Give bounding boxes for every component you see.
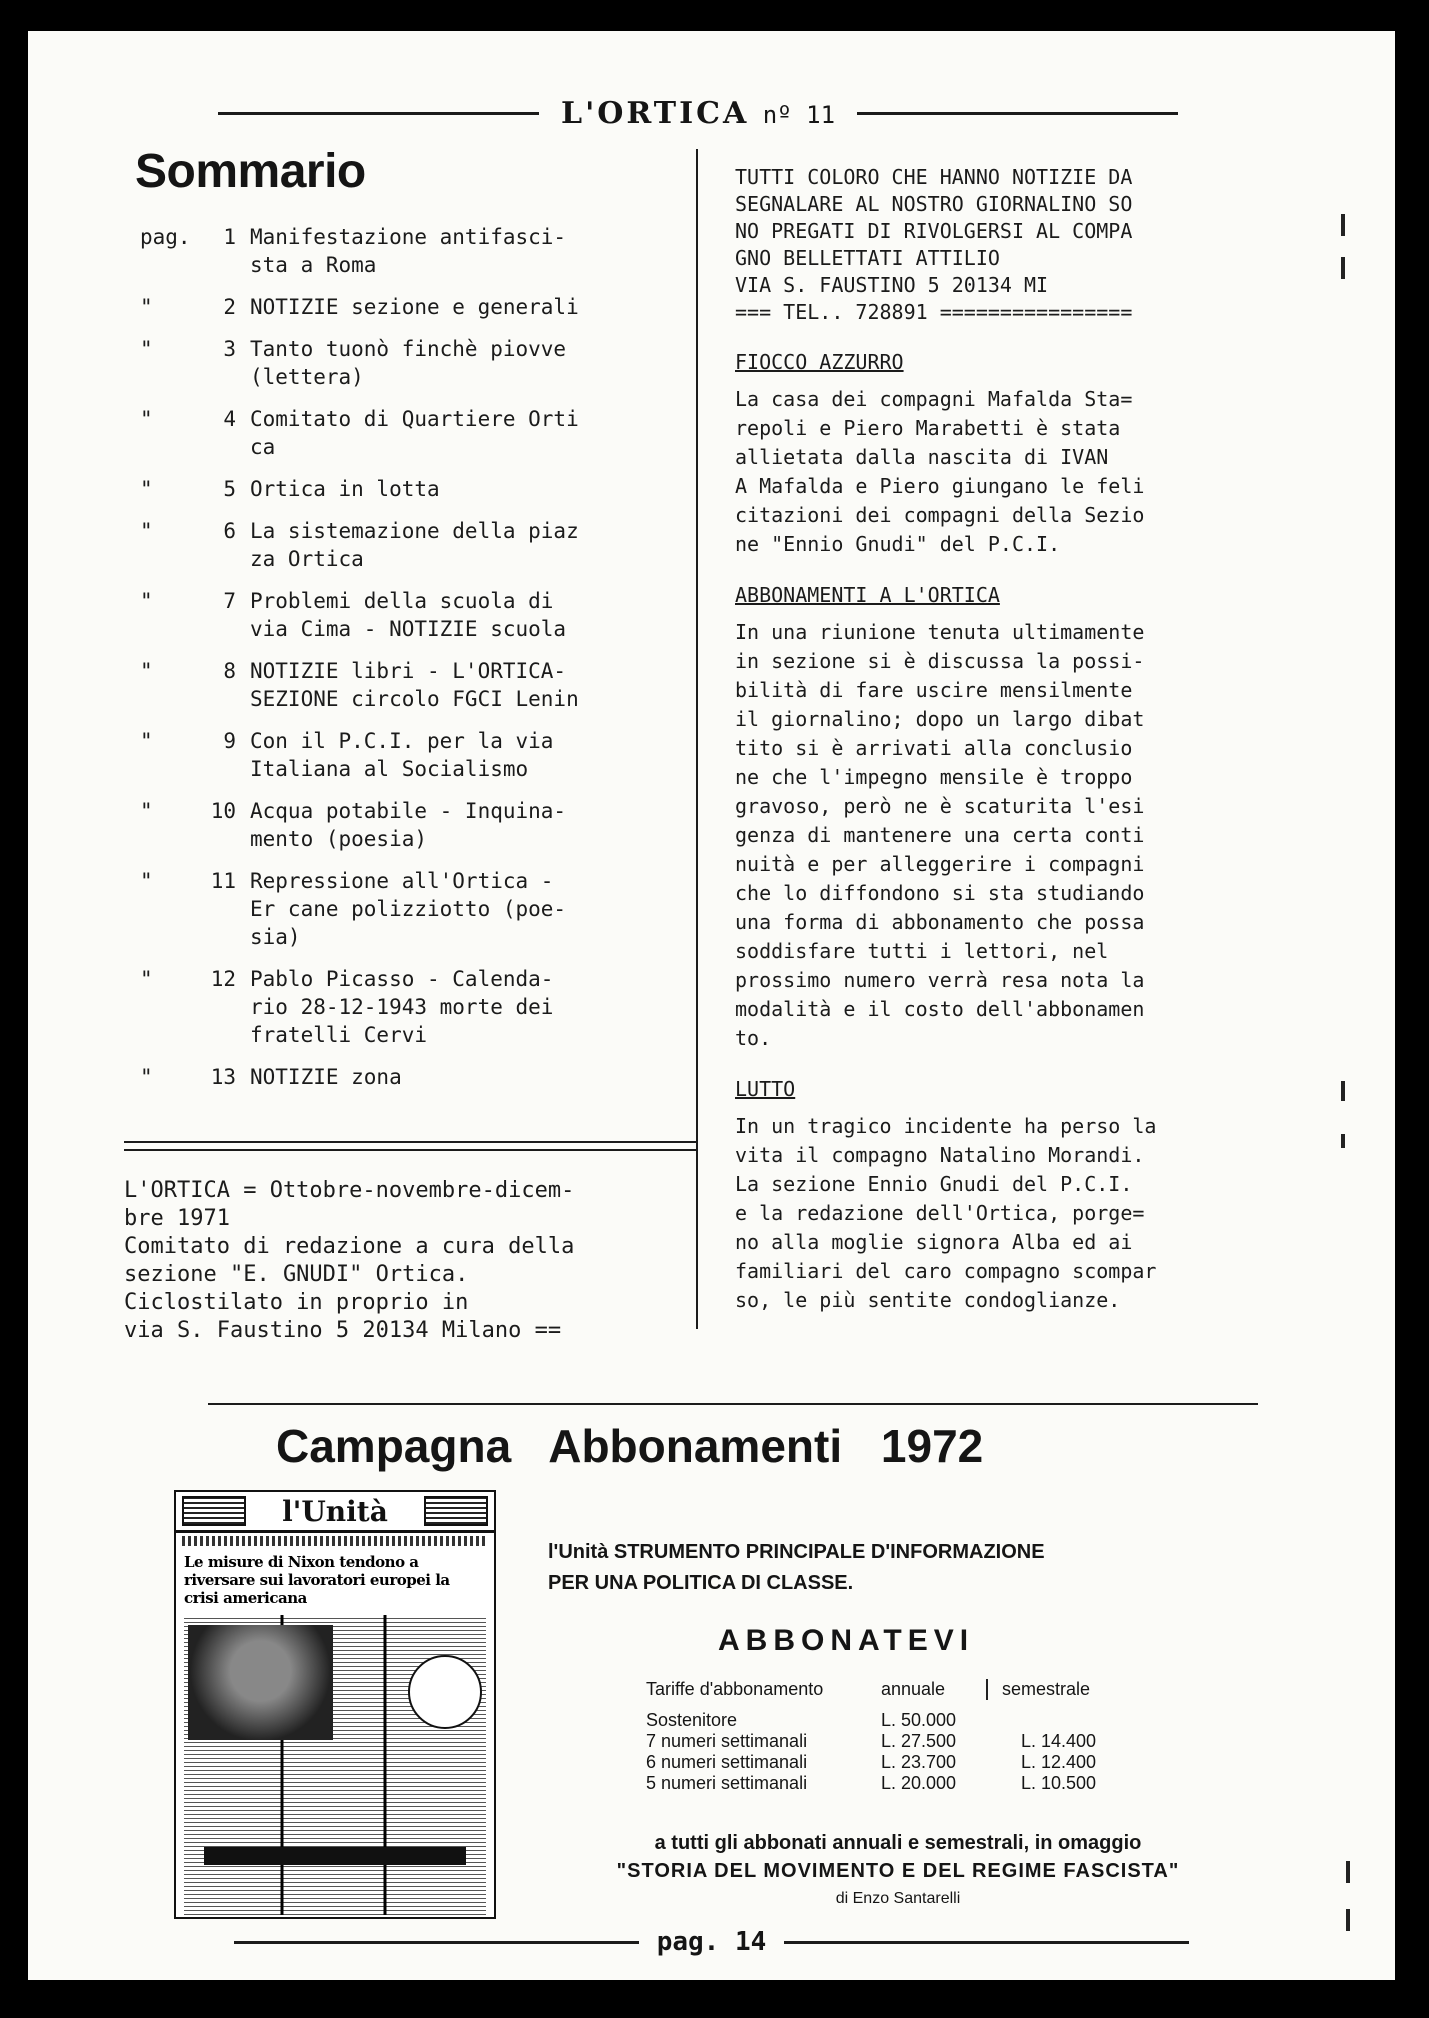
rate-label: 6 numeri settimanali xyxy=(646,1752,808,1772)
rates-row xyxy=(646,1710,1142,1731)
ad-top-rule xyxy=(208,1403,1258,1405)
toc-page-number: 10 xyxy=(210,799,236,823)
toc-entry xyxy=(128,657,698,713)
rates-header-semi: semestrale xyxy=(986,1679,1142,1700)
toc-page-number: 13 xyxy=(210,1065,236,1089)
newspaper-logo: l'Unità xyxy=(282,1494,388,1528)
abbonamenti-text: In una riunione tenuta ultimamente in sezione si è discussa la possi- bilità di fare uscire mensilmente il giornalino; dopo un largo dibat tito si è arrivati alla conclusio ne che l'impegno mensile è troppo gravoso, però ne è scaturita l'esi genza di mantenere una certa conti nuità e per alleggerire i compagni che lo diffondono si sta studiando una forma di abbonamento che possa soddisfare tutti i lettori, nel prossimo numero verrà resa nota la modalità e il costo dell'abbonamen to. xyxy=(735,620,1145,1050)
rate-annual: L. 20.000 xyxy=(881,1773,957,1793)
margin-mark xyxy=(1341,214,1345,236)
toc-page-number: 5 xyxy=(223,477,236,501)
masthead-title xyxy=(539,96,857,131)
toc-page-number: 8 xyxy=(223,659,236,683)
toc-title: Pablo Picasso - Calenda- rio 28-12-1943 morte dei fratelli Cervi xyxy=(250,967,554,1047)
masthead-rule-left xyxy=(218,112,539,115)
toc-page-number: 12 xyxy=(210,967,236,991)
toc-prefix: " xyxy=(140,589,153,613)
footer-rule-left xyxy=(234,1941,639,1944)
toc-prefix: " xyxy=(140,519,153,543)
newspaper-ear-right xyxy=(424,1496,488,1526)
page-footer xyxy=(234,1922,1189,1962)
toc-prefix: " xyxy=(140,407,153,431)
toc-page-number: 3 xyxy=(223,337,236,361)
toc-title: NOTIZIE sezione e generali xyxy=(250,295,579,319)
rates-header-annual: annuale xyxy=(881,1679,946,1699)
toc-prefix: " xyxy=(140,869,153,893)
toc-title: Manifestazione antifasci- sta a Roma xyxy=(250,225,567,277)
newsletter-page xyxy=(28,31,1395,1980)
toc-entry xyxy=(128,965,698,1049)
toc-page-number: 11 xyxy=(210,869,236,893)
toc-entry xyxy=(128,1063,698,1091)
toc-prefix: " xyxy=(140,337,153,361)
toc-page-number: 2 xyxy=(223,295,236,319)
toc-title: Tanto tuonò finchè piovve (lettera) xyxy=(250,337,567,389)
margin-mark xyxy=(1346,1861,1350,1883)
rate-semi: L. 10.500 xyxy=(1021,1773,1097,1793)
unita-newspaper-image xyxy=(174,1490,496,1919)
toc-prefix: " xyxy=(140,967,153,991)
toc-prefix: " xyxy=(140,799,153,823)
gift-offer xyxy=(528,1829,1268,1913)
rate-annual: L. 23.700 xyxy=(881,1752,957,1772)
ad-title: Campagna Abbonamenti 1972 xyxy=(276,1420,984,1472)
toc-title: Ortica in lotta xyxy=(250,477,440,501)
toc-double-rule xyxy=(124,1141,696,1151)
imprint xyxy=(124,1177,704,1345)
margin-mark xyxy=(1346,1909,1350,1931)
newspaper-banner xyxy=(204,1847,466,1865)
toc-entry xyxy=(128,587,698,643)
issue-number: nº 11 xyxy=(762,100,836,129)
toc-entry xyxy=(128,797,698,853)
toc-title: NOTIZIE libri - L'ORTICA- SEZIONE circolo FGCI Lenin xyxy=(250,659,579,711)
margin-mark xyxy=(1341,1081,1345,1101)
rates-header-label: Tariffe d'abbonamento xyxy=(646,1679,824,1699)
rate-label: 5 numeri settimanali xyxy=(646,1773,808,1793)
rates-row xyxy=(646,1752,1142,1773)
toc-entry xyxy=(128,223,698,279)
fiocco-heading: FIOCCO AZZURRO xyxy=(735,350,904,374)
toc-prefix: pag. xyxy=(140,225,191,249)
toc-page-number: 1 xyxy=(223,225,236,249)
rates-header xyxy=(646,1679,1142,1700)
newspaper-headline: Le misure di Nixon tendono a riversare sui lavoratori europei la crisi americana xyxy=(184,1553,450,1607)
fiocco-text: La casa dei compagni Mafalda Sta= repoli e Piero Marabetti è stata allietata dalla nascita di IVAN A Mafalda e Piero giungano le feli citazioni dei compagni della Sezio ne "Ennio Gnudi" del P.C.I. xyxy=(735,387,1145,556)
margin-mark xyxy=(1341,257,1345,279)
gift-line: a tutti gli abbonati annuali e semestrali, in omaggio xyxy=(654,1832,1142,1854)
rate-label: 7 numeri settimanali xyxy=(646,1731,808,1751)
masthead xyxy=(218,93,1178,133)
toc-prefix: " xyxy=(140,1065,153,1089)
toc-title: Problemi della scuola di via Cima - NOTIZIE scuola xyxy=(250,589,567,641)
rates-table xyxy=(646,1679,1142,1794)
newspaper-columns xyxy=(184,1615,486,1915)
publication-name: L'ORTICA xyxy=(560,95,750,131)
editorial-committee: Comitato di redazione a cura della sezione "E. GNUDI" Ortica. xyxy=(124,1234,575,1287)
rate-semi xyxy=(1021,1710,1141,1731)
rate-label: Sostenitore xyxy=(646,1710,738,1730)
toc-entry xyxy=(128,475,698,503)
contact-notice: TUTTI COLORO CHE HANNO NOTIZIE DA SEGNALARE AL NOSTRO GIORNALINO SO NO PREGATI DI RIVOLGERSI AL COMPA GNO BELLETTATI ATTILIO VIA S. FAUSTINO 5 20134 MI === TEL.. 728891 ================ xyxy=(735,165,1133,324)
toc-title: Comitato di Quartiere Orti ca xyxy=(250,407,579,459)
footer-rule-right xyxy=(784,1941,1189,1944)
rate-annual: L. 50.000 xyxy=(881,1710,957,1730)
toc-page-number: 7 xyxy=(223,589,236,613)
toc-title: Repressione all'Ortica - Er cane polizziotto (poe- sia) xyxy=(250,869,567,949)
toc-entry xyxy=(128,405,698,461)
ad-pitch: l'Unità STRUMENTO PRINCIPALE D'INFORMAZIONE PER UNA POLITICA DI CLASSE. xyxy=(548,1541,1045,1594)
rate-semi: L. 14.400 xyxy=(1021,1731,1097,1751)
toc-title: Con il P.C.I. per la via Italiana al Socialismo xyxy=(250,729,554,781)
toc-page-number: 9 xyxy=(223,729,236,753)
sommario-heading: Sommario xyxy=(135,145,366,198)
toc-page-number: 4 xyxy=(223,407,236,431)
lutto-heading: LUTTO xyxy=(735,1077,796,1101)
newspaper-ear-left xyxy=(182,1496,246,1526)
toc-entry xyxy=(128,517,698,573)
toc-prefix: " xyxy=(140,659,153,683)
toc-entry xyxy=(128,293,698,321)
toc-entry xyxy=(128,727,698,783)
toc-page-number: 6 xyxy=(223,519,236,543)
toc-prefix: " xyxy=(140,477,153,501)
printing-info: Ciclostilato in proprio in via S. Faustino 5 20134 Milano == xyxy=(124,1290,562,1343)
table-of-contents xyxy=(128,223,698,1105)
lutto-text: In un tragico incidente ha perso la vita il compagno Natalino Morandi. La sezione Ennio Gnudi del P.C.I. e la redazione dell'Ortica, porge= no alla moglie signora Alba ed ai familiari del caro compagno scompar so, le più sentite condoglianze. xyxy=(735,1114,1157,1312)
ad-cta: ABBONATEVI xyxy=(718,1624,975,1657)
margin-mark xyxy=(1341,1134,1345,1148)
rate-semi: L. 12.400 xyxy=(1021,1752,1097,1772)
abbonamenti-heading: ABBONAMENTI A L'ORTICA xyxy=(735,583,1000,607)
issue-dates: L'ORTICA = Ottobre-novembre-dicem- bre 1971 xyxy=(124,1178,575,1231)
toc-entry xyxy=(128,867,698,951)
newspaper-subline xyxy=(182,1536,488,1546)
newspaper-photo xyxy=(188,1625,333,1740)
rates-row xyxy=(646,1773,1142,1794)
right-column xyxy=(735,164,1260,1315)
toc-title: Acqua potabile - Inquina- mento (poesia) xyxy=(250,799,567,851)
toc-entry xyxy=(128,335,698,391)
gift-title: "STORIA DEL MOVIMENTO E DEL REGIME FASCISTA" xyxy=(616,1860,1180,1882)
toc-prefix: " xyxy=(140,729,153,753)
rates-row xyxy=(646,1731,1142,1752)
rate-annual: L. 27.500 xyxy=(881,1731,957,1751)
newspaper-callout xyxy=(408,1655,482,1729)
toc-title: La sistemazione della piaz za Ortica xyxy=(250,519,579,571)
masthead-rule-right xyxy=(857,112,1178,115)
gift-author: di Enzo Santarelli xyxy=(835,1890,961,1907)
toc-title: NOTIZIE zona xyxy=(250,1065,402,1089)
newspaper-masthead xyxy=(176,1492,494,1533)
toc-prefix: " xyxy=(140,295,153,319)
page-number: pag. 14 xyxy=(656,1927,767,1957)
